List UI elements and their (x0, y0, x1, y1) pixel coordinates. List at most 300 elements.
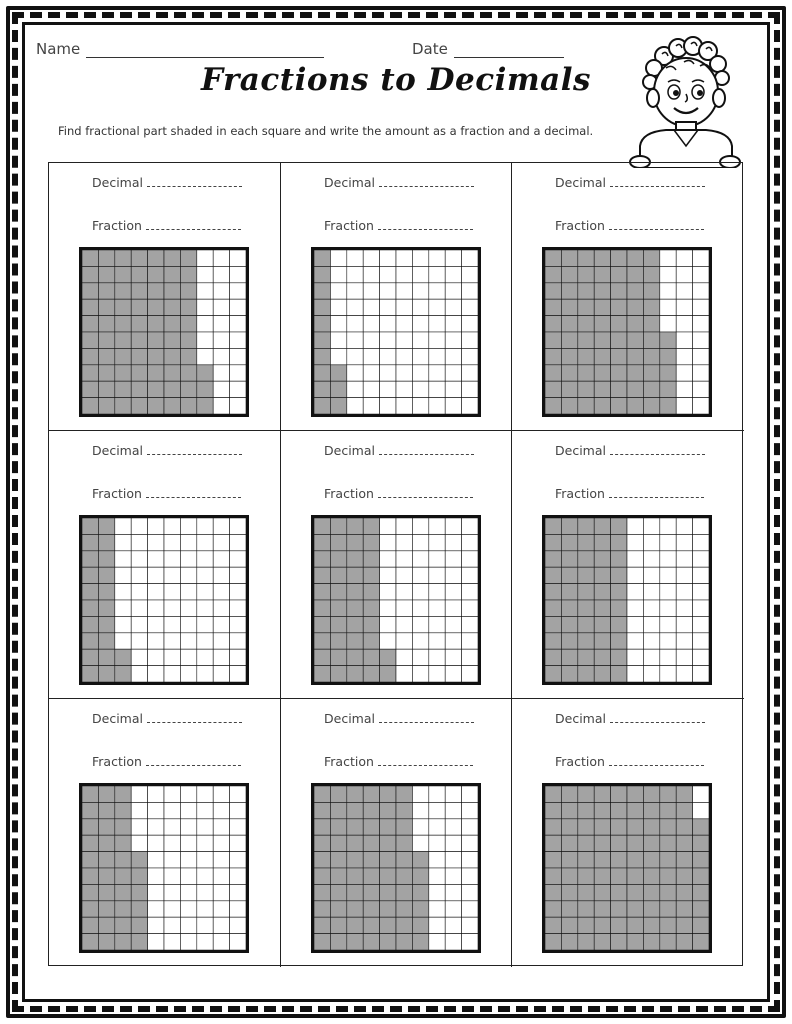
grid-square-shaded (412, 852, 428, 868)
decimal-answer-line[interactable] (379, 444, 474, 455)
grid-square-shaded (115, 802, 131, 818)
grid-square-shaded (578, 901, 594, 917)
decimal-answer (324, 443, 474, 458)
grid-square-shaded (148, 283, 164, 299)
problem-cell (512, 699, 744, 967)
grid-square-shaded (347, 616, 363, 632)
grid-square-shaded (693, 901, 709, 917)
fraction-answer-line[interactable] (609, 755, 704, 766)
grid-square-shaded (115, 901, 131, 917)
grid-square (180, 934, 196, 950)
grid-square (347, 381, 363, 397)
grid-square (462, 250, 478, 266)
grid-square (197, 852, 213, 868)
grid-square-shaded (561, 584, 577, 600)
grid-square-shaded (115, 884, 131, 900)
grid-square-shaded (611, 633, 627, 649)
grid-square (330, 316, 346, 332)
grid-square-shaded (396, 901, 412, 917)
hundreds-grid (311, 515, 481, 685)
grid-square (445, 633, 461, 649)
grid-square-shaded (380, 852, 396, 868)
grid-square (429, 266, 445, 282)
grid-square (180, 835, 196, 851)
grid-square-shaded (98, 786, 114, 802)
decimal-answer-line[interactable] (610, 444, 705, 455)
grid-square-shaded (314, 283, 330, 299)
grid-square (462, 917, 478, 933)
fraction-answer (555, 218, 704, 233)
grid-square-shaded (82, 534, 98, 550)
grid-square (445, 616, 461, 632)
grid-square (462, 835, 478, 851)
grid-square-shaded (82, 567, 98, 583)
grid-square (627, 633, 643, 649)
grid-square-shaded (197, 365, 213, 381)
grid-square-shaded (660, 381, 676, 397)
grid-square (462, 934, 478, 950)
grid-square-shaded (561, 868, 577, 884)
grid-square (627, 584, 643, 600)
grid-square (676, 518, 692, 534)
grid-square (213, 534, 229, 550)
hundreds-grid-svg (82, 786, 246, 950)
grid-square-shaded (98, 551, 114, 567)
grid-square-shaded (660, 835, 676, 851)
grid-square-shaded (594, 917, 610, 933)
grid-square-shaded (330, 518, 346, 534)
grid-square-shaded (578, 299, 594, 315)
grid-square-shaded (131, 852, 147, 868)
grid-square (213, 649, 229, 665)
grid-square-shaded (330, 901, 346, 917)
grid-square (380, 534, 396, 550)
grid-square (412, 250, 428, 266)
grid-square-shaded (98, 365, 114, 381)
grid-square-shaded (545, 600, 561, 616)
grid-square (643, 649, 659, 665)
decimal-answer-line[interactable] (379, 712, 474, 723)
grid-square (148, 786, 164, 802)
grid-square (131, 616, 147, 632)
grid-square (347, 299, 363, 315)
grid-square-shaded (98, 633, 114, 649)
grid-square (213, 600, 229, 616)
grid-square-shaded (578, 518, 594, 534)
grid-square (429, 616, 445, 632)
grid-square (412, 283, 428, 299)
grid-square (213, 518, 229, 534)
decimal-label: Decimal (555, 175, 606, 190)
grid-square (363, 348, 379, 364)
grid-square-shaded (611, 600, 627, 616)
grid-square-shaded (82, 250, 98, 266)
grid-square (429, 283, 445, 299)
grid-square-shaded (164, 365, 180, 381)
grid-square (380, 551, 396, 567)
grid-square (197, 649, 213, 665)
grid-square (148, 567, 164, 583)
grid-square-shaded (98, 381, 114, 397)
decimal-answer-line[interactable] (610, 176, 705, 187)
grid-square (363, 365, 379, 381)
grid-square (396, 266, 412, 282)
grid-square-shaded (660, 332, 676, 348)
date-label: Date (412, 40, 448, 58)
grid-square (412, 316, 428, 332)
grid-square (148, 616, 164, 632)
grid-square-shaded (578, 616, 594, 632)
grid-square (462, 819, 478, 835)
grid-square-shaded (643, 884, 659, 900)
grid-square (445, 666, 461, 682)
grid-square-shaded (314, 666, 330, 682)
fraction-answer-line[interactable] (378, 487, 473, 498)
grid-square-shaded (148, 332, 164, 348)
hundreds-grid-svg (545, 518, 709, 682)
grid-square-shaded (561, 835, 577, 851)
grid-square (180, 518, 196, 534)
grid-square (230, 348, 246, 364)
grid-square (445, 786, 461, 802)
grid-square (429, 534, 445, 550)
grid-square (230, 802, 246, 818)
grid-square-shaded (412, 884, 428, 900)
fraction-answer-line[interactable] (378, 755, 473, 766)
grid-square-shaded (330, 649, 346, 665)
grid-square (660, 567, 676, 583)
grid-square (148, 917, 164, 933)
grid-square (180, 567, 196, 583)
instructions: Find fractional part shaded in each square and write the amount as a fraction and a decimal. (58, 124, 594, 138)
grid-square-shaded (363, 551, 379, 567)
grid-square-shaded (627, 266, 643, 282)
grid-square-shaded (131, 398, 147, 414)
grid-square-shaded (314, 819, 330, 835)
grid-square (693, 283, 709, 299)
grid-square (676, 398, 692, 414)
grid-square-shaded (347, 884, 363, 900)
hundreds-grid (79, 247, 249, 417)
name-label: Name (36, 40, 81, 58)
grid-square (197, 616, 213, 632)
grid-square-shaded (643, 835, 659, 851)
problem-cell (281, 699, 512, 967)
grid-square (213, 316, 229, 332)
grid-square (676, 534, 692, 550)
grid-square-shaded (561, 316, 577, 332)
grid-square (412, 398, 428, 414)
fraction-answer-line[interactable] (378, 219, 473, 230)
grid-square (213, 633, 229, 649)
grid-square-shaded (561, 299, 577, 315)
grid-square (396, 348, 412, 364)
grid-square (462, 884, 478, 900)
grid-square-shaded (363, 666, 379, 682)
grid-square-shaded (561, 616, 577, 632)
grid-square-shaded (380, 819, 396, 835)
grid-square (693, 551, 709, 567)
grid-square-shaded (611, 835, 627, 851)
grid-square-shaded (545, 348, 561, 364)
grid-square-shaded (561, 819, 577, 835)
grid-square (396, 365, 412, 381)
grid-square (445, 934, 461, 950)
grid-square (643, 633, 659, 649)
grid-square (148, 584, 164, 600)
grid-square-shaded (314, 835, 330, 851)
grid-square-shaded (115, 398, 131, 414)
grid-square-shaded (115, 917, 131, 933)
grid-square-shaded (643, 819, 659, 835)
grid-square-shaded (98, 250, 114, 266)
grid-square-shaded (82, 802, 98, 818)
grid-square (197, 901, 213, 917)
grid-square (164, 786, 180, 802)
grid-square-shaded (314, 250, 330, 266)
decimal-answer (92, 711, 242, 726)
grid-square-shaded (363, 616, 379, 632)
grid-square-shaded (330, 365, 346, 381)
decimal-answer (555, 175, 705, 190)
grid-square-shaded (545, 365, 561, 381)
grid-square-shaded (561, 649, 577, 665)
grid-square-shaded (314, 884, 330, 900)
grid-square (676, 567, 692, 583)
grid-square-shaded (82, 266, 98, 282)
grid-square-shaded (611, 381, 627, 397)
grid-square (230, 600, 246, 616)
grid-square (197, 567, 213, 583)
grid-square-shaded (115, 852, 131, 868)
grid-square-shaded (314, 649, 330, 665)
grid-square-shaded (643, 802, 659, 818)
grid-square (445, 398, 461, 414)
grid-square-shaded (363, 884, 379, 900)
grid-square (693, 600, 709, 616)
grid-square-shaded (627, 398, 643, 414)
grid-square (164, 868, 180, 884)
grid-square-shaded (396, 802, 412, 818)
grid-square-shaded (82, 666, 98, 682)
grid-square-shaded (363, 835, 379, 851)
grid-square-shaded (347, 666, 363, 682)
grid-square-shaded (578, 884, 594, 900)
grid-square-shaded (578, 584, 594, 600)
fraction-answer-line[interactable] (146, 755, 241, 766)
grid-square (180, 600, 196, 616)
grid-square-shaded (676, 868, 692, 884)
grid-square (164, 934, 180, 950)
grid-square-shaded (347, 551, 363, 567)
grid-square-shaded (98, 917, 114, 933)
grid-square-shaded (545, 316, 561, 332)
grid-square-shaded (611, 666, 627, 682)
grid-square (445, 266, 461, 282)
grid-square-shaded (98, 266, 114, 282)
grid-square-shaded (545, 786, 561, 802)
grid-square-shaded (314, 551, 330, 567)
grid-square (660, 600, 676, 616)
grid-square-shaded (98, 666, 114, 682)
decimal-answer-line[interactable] (610, 712, 705, 723)
decimal-answer-line[interactable] (147, 444, 242, 455)
grid-square (148, 901, 164, 917)
grid-square (429, 250, 445, 266)
grid-square-shaded (115, 381, 131, 397)
grid-square-shaded (115, 934, 131, 950)
grid-square-shaded (180, 365, 196, 381)
grid-square (412, 381, 428, 397)
grid-square (445, 868, 461, 884)
grid-square-shaded (545, 266, 561, 282)
grid-square-shaded (594, 835, 610, 851)
grid-square (462, 299, 478, 315)
problem-cell (49, 431, 281, 699)
hundreds-grid-svg (545, 786, 709, 950)
name-line[interactable] (86, 43, 324, 58)
grid-square-shaded (98, 584, 114, 600)
grid-square-shaded (594, 266, 610, 282)
grid-square (412, 786, 428, 802)
grid-square-shaded (330, 884, 346, 900)
grid-square (660, 250, 676, 266)
grid-square (213, 299, 229, 315)
grid-square-shaded (627, 348, 643, 364)
grid-square (180, 802, 196, 818)
grid-square-shaded (545, 299, 561, 315)
grid-square-shaded (578, 332, 594, 348)
hundreds-grid-svg (314, 250, 478, 414)
grid-square (660, 633, 676, 649)
decimal-answer-line[interactable] (379, 176, 474, 187)
grid-square (429, 802, 445, 818)
grid-square (412, 299, 428, 315)
grid-square (148, 633, 164, 649)
grid-square (462, 786, 478, 802)
grid-square (230, 551, 246, 567)
grid-square-shaded (314, 852, 330, 868)
grid-square-shaded (643, 283, 659, 299)
grid-square (412, 600, 428, 616)
grid-square-shaded (594, 348, 610, 364)
grid-square (230, 649, 246, 665)
grid-square (180, 534, 196, 550)
grid-square (412, 649, 428, 665)
grid-square-shaded (347, 917, 363, 933)
grid-square-shaded (82, 616, 98, 632)
fraction-answer-line[interactable] (146, 487, 241, 498)
grid-square-shaded (314, 584, 330, 600)
grid-square (627, 534, 643, 550)
decimal-answer-line[interactable] (147, 712, 242, 723)
grid-square-shaded (627, 852, 643, 868)
grid-square-shaded (594, 365, 610, 381)
grid-square (213, 868, 229, 884)
grid-square-shaded (578, 600, 594, 616)
grid-square (197, 786, 213, 802)
grid-square-shaded (82, 316, 98, 332)
grid-square (643, 584, 659, 600)
grid-square-shaded (561, 666, 577, 682)
fraction-answer-line[interactable] (146, 219, 241, 230)
grid-square-shaded (643, 299, 659, 315)
fraction-answer-line[interactable] (609, 219, 704, 230)
grid-square-shaded (131, 250, 147, 266)
hundreds-grid-svg (314, 786, 478, 950)
grid-square-shaded (627, 868, 643, 884)
grid-square (676, 348, 692, 364)
grid-square-shaded (363, 518, 379, 534)
grid-square (660, 616, 676, 632)
grid-square (213, 584, 229, 600)
fraction-label: Fraction (92, 218, 142, 233)
grid-square (180, 884, 196, 900)
grid-square-shaded (330, 551, 346, 567)
problem-cell (281, 163, 512, 431)
grid-square (445, 381, 461, 397)
grid-square-shaded (660, 917, 676, 933)
grid-square (693, 518, 709, 534)
grid-square-shaded (82, 868, 98, 884)
grid-square-shaded (347, 518, 363, 534)
grid-square-shaded (611, 250, 627, 266)
grid-square (230, 332, 246, 348)
grid-square (197, 868, 213, 884)
fraction-label: Fraction (92, 486, 142, 501)
grid-square (197, 819, 213, 835)
grid-square-shaded (131, 934, 147, 950)
grid-square-shaded (611, 567, 627, 583)
grid-square-shaded (643, 266, 659, 282)
grid-square (131, 633, 147, 649)
grid-square-shaded (594, 852, 610, 868)
grid-square (330, 299, 346, 315)
grid-square-shaded (561, 600, 577, 616)
grid-square-shaded (594, 666, 610, 682)
grid-square (213, 852, 229, 868)
grid-square (380, 600, 396, 616)
grid-square-shaded (82, 332, 98, 348)
grid-square (363, 266, 379, 282)
grid-square-shaded (98, 934, 114, 950)
decimal-answer-line[interactable] (147, 176, 242, 187)
grid-square (164, 600, 180, 616)
grid-square (429, 917, 445, 933)
grid-square (180, 616, 196, 632)
grid-square (429, 551, 445, 567)
grid-square (693, 348, 709, 364)
grid-square-shaded (561, 348, 577, 364)
grid-square (213, 901, 229, 917)
grid-square (412, 534, 428, 550)
grid-square-shaded (578, 266, 594, 282)
grid-square-shaded (594, 584, 610, 600)
grid-square-shaded (330, 398, 346, 414)
decimal-label: Decimal (92, 175, 143, 190)
grid-square (412, 666, 428, 682)
grid-square (627, 616, 643, 632)
grid-square-shaded (545, 884, 561, 900)
date-line[interactable] (454, 43, 564, 58)
grid-square (445, 584, 461, 600)
grid-square (412, 584, 428, 600)
grid-square (347, 348, 363, 364)
name-field (36, 40, 324, 58)
grid-square (180, 819, 196, 835)
fraction-answer-line[interactable] (609, 487, 704, 498)
grid-square (396, 534, 412, 550)
